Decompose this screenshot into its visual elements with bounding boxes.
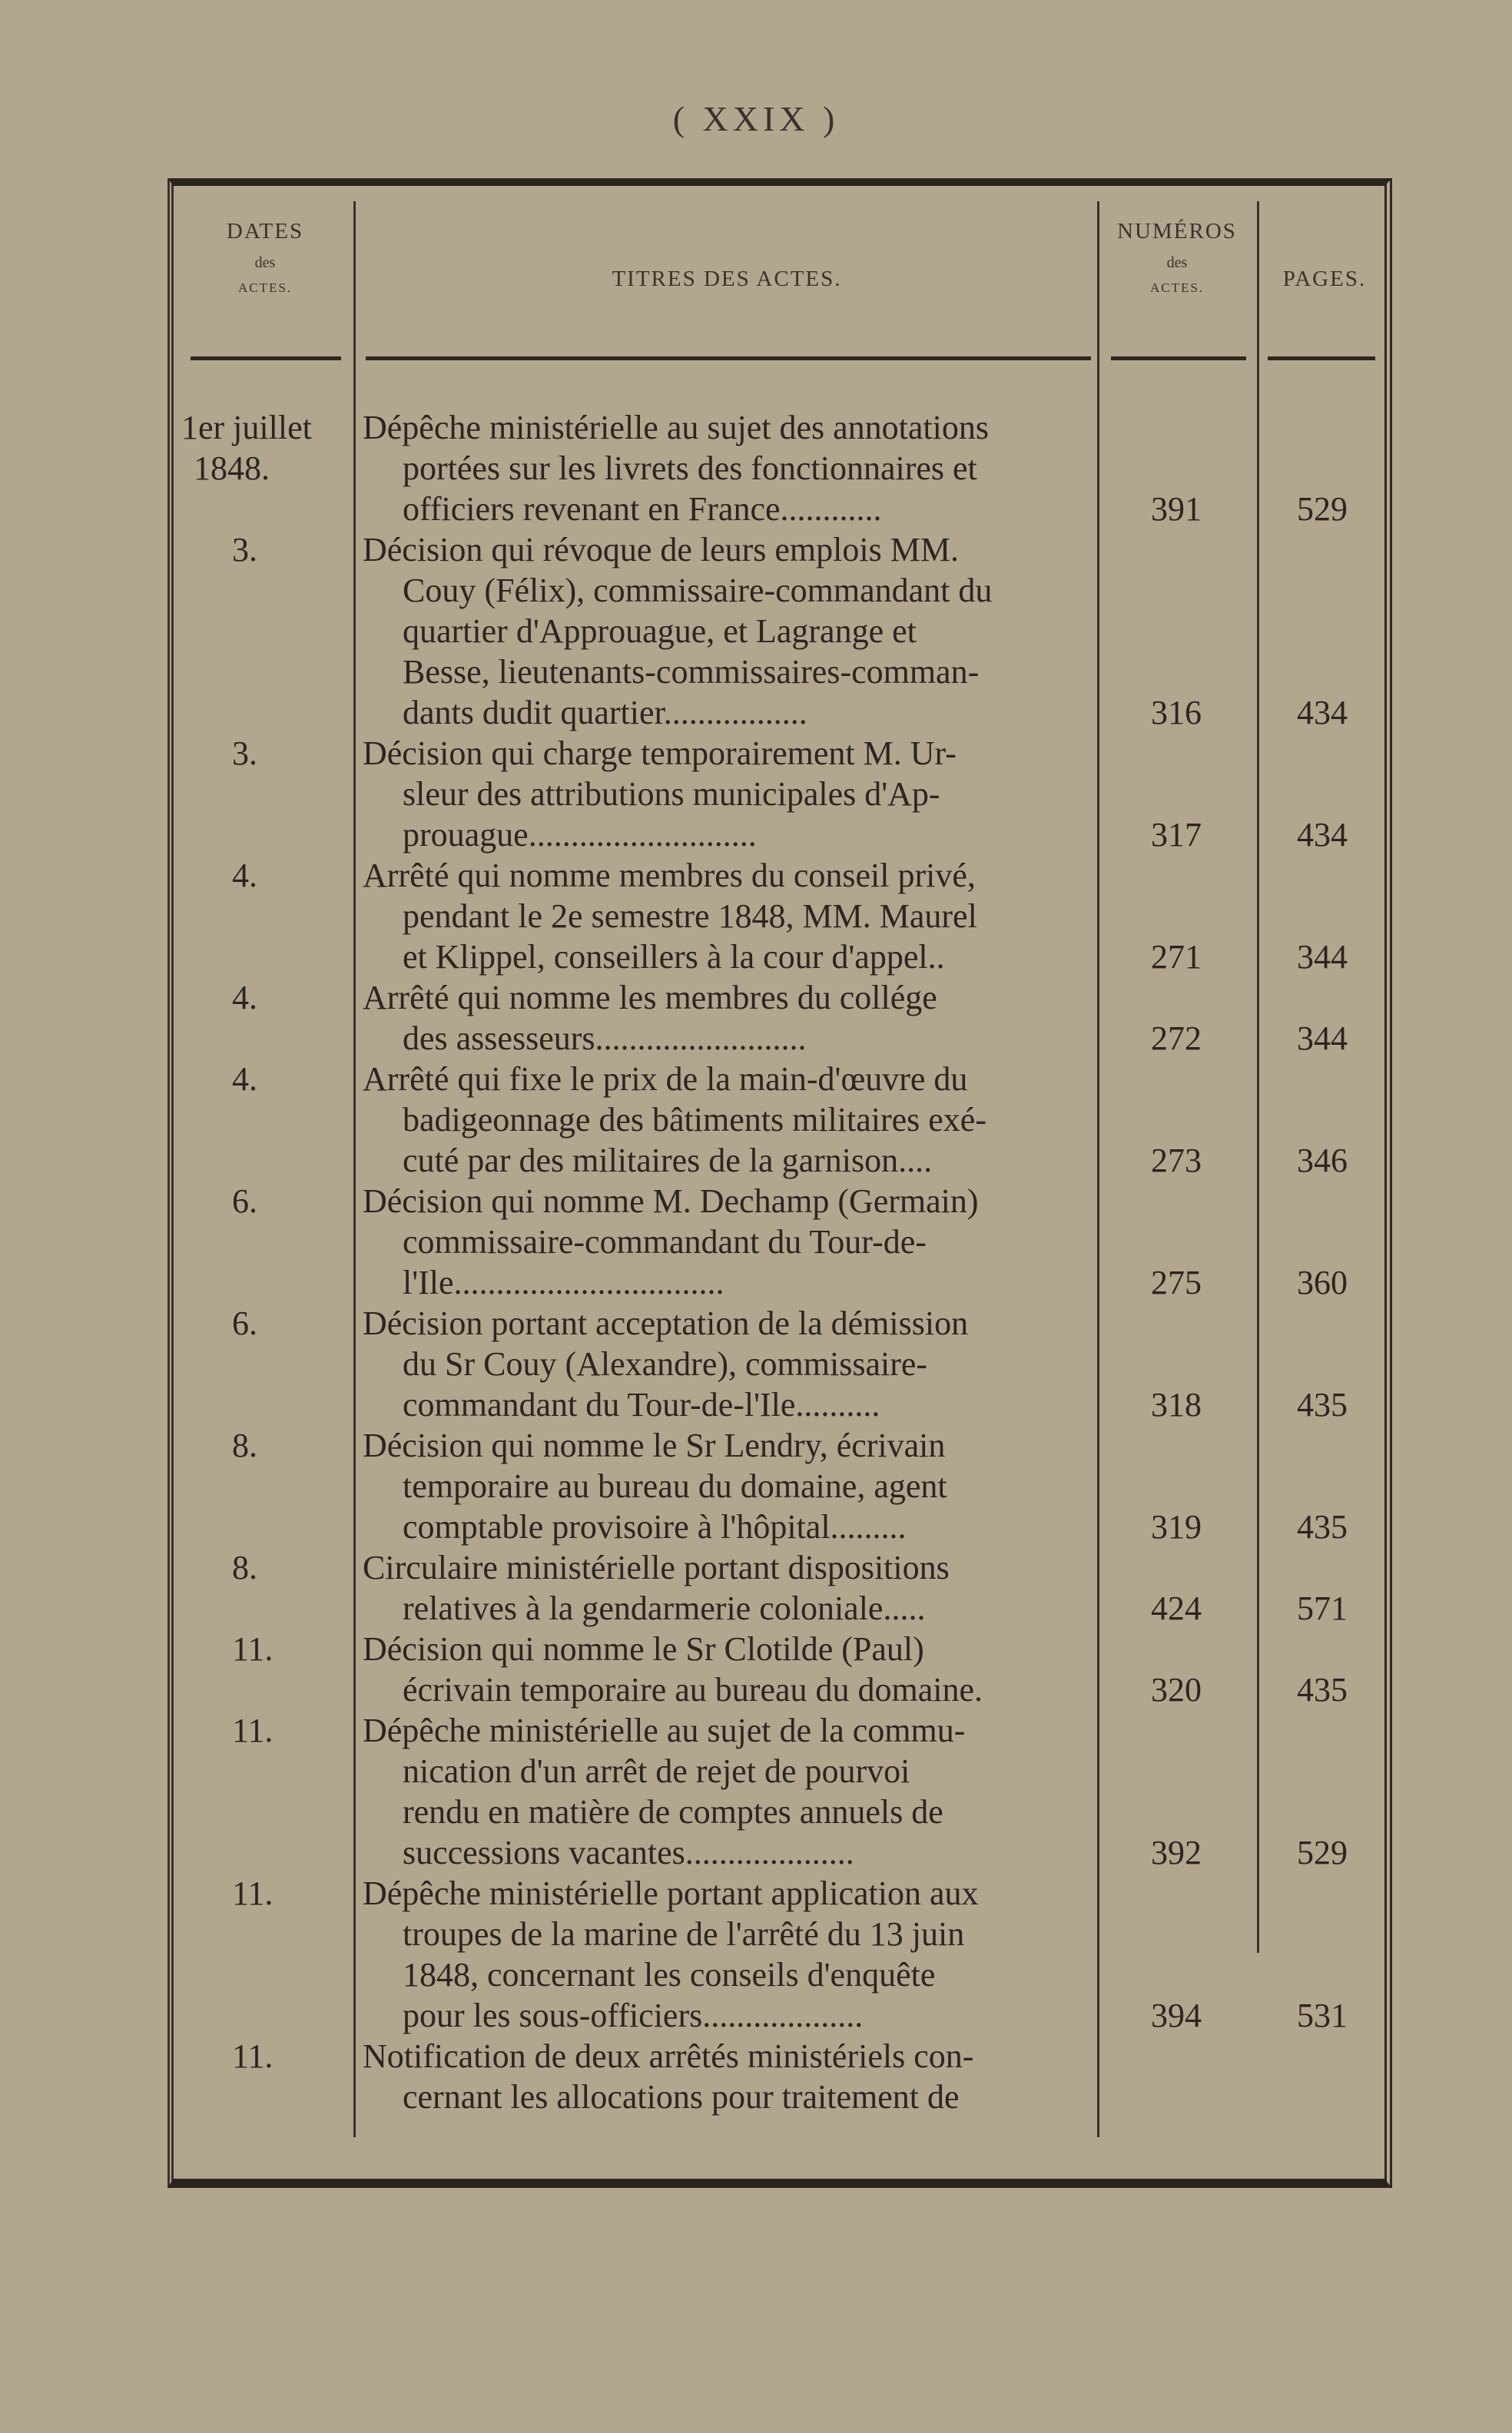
entry-date xyxy=(181,1629,350,1669)
entry-date xyxy=(181,1710,350,1751)
entry-date xyxy=(181,529,350,570)
entry-title-line: Dépêche ministérielle au sujet de la commu- xyxy=(363,1712,966,1749)
entry-date xyxy=(181,1303,350,1344)
entry-date xyxy=(181,855,350,896)
entry-date-line: 1er juillet xyxy=(181,409,312,446)
entry-title-line: relatives à la gendarmerie coloniale..... xyxy=(403,1589,926,1627)
entry-numero: 272 xyxy=(1151,1019,1202,1057)
header-dates xyxy=(178,217,352,297)
entry-date xyxy=(181,977,350,1018)
entry-title-line: Dépêche ministérielle au sujet des annotations xyxy=(363,409,989,446)
header-rule-pages xyxy=(1268,356,1375,360)
entry-page: 435 xyxy=(1297,1508,1348,1546)
entry-numero: 320 xyxy=(1151,1671,1202,1709)
entry-date-line: 3. xyxy=(232,734,257,772)
entry-title-line: Arrêté qui nomme les membres du collége xyxy=(363,979,937,1016)
entry-page: 531 xyxy=(1297,1997,1348,2034)
entry-title xyxy=(363,1873,1096,2036)
entry-date-line: 11. xyxy=(232,1874,274,1912)
header-numeros xyxy=(1100,217,1254,297)
entry-title xyxy=(363,1181,1096,1303)
entry-title xyxy=(363,1425,1096,1547)
entry-title-line: Circulaire ministérielle portant dispositions xyxy=(363,1549,950,1586)
column-divider-titles xyxy=(1097,201,1099,2137)
entry-title-line: nication d'un arrêt de rejet de pourvoi xyxy=(403,1752,910,1790)
entry-title xyxy=(363,1059,1096,1181)
entry-date-line: 4. xyxy=(232,979,257,1016)
header-titles: TITRES DES ACTES. xyxy=(612,267,842,291)
entry-date-line: 6. xyxy=(232,1304,257,1342)
entry-title-line: pendant le 2e semestre 1848, MM. Maurel xyxy=(403,897,977,935)
entry-title xyxy=(363,733,1096,855)
entry-title-line: 1848, concernant les conseils d'enquête xyxy=(403,1956,936,1994)
entry-page: 360 xyxy=(1297,1264,1348,1301)
entry-numero: 319 xyxy=(1151,1508,1202,1546)
entry-numero: 316 xyxy=(1151,694,1202,731)
entry-title xyxy=(363,1710,1096,1873)
entry-title-line: Notification de deux arrêtés ministériels con- xyxy=(363,2037,974,2075)
entry-page: 529 xyxy=(1297,1834,1348,1871)
entry-date-line: 3. xyxy=(232,531,257,568)
entry-numero: 273 xyxy=(1151,1142,1202,1179)
entry-title xyxy=(363,529,1096,733)
entry-title xyxy=(363,2036,1096,2117)
entry-title-line: l'Ile................................ xyxy=(403,1264,724,1301)
header-dates-actes: ACTES. xyxy=(237,280,293,296)
entry-date xyxy=(181,407,350,489)
page-number: ( XXIX ) xyxy=(672,99,840,138)
entry-title-line: badigeonnage des bâtiments militaires exé- xyxy=(403,1101,986,1139)
entry-page: 434 xyxy=(1297,816,1348,854)
entry-numero: 318 xyxy=(1151,1386,1202,1424)
header-numeros-actes: ACTES. xyxy=(1149,280,1205,296)
entry-title-line: des assesseurs......................... xyxy=(403,1019,807,1057)
entry-title-line: quartier d'Approuague, et Lagrange et xyxy=(403,612,917,650)
entry-title xyxy=(363,855,1096,977)
entry-page: 435 xyxy=(1297,1386,1348,1424)
entry-date-line: 11. xyxy=(232,1712,274,1749)
entry-title-line: Besse, lieutenants-commissaires-comman- xyxy=(403,653,980,691)
entry-date xyxy=(181,1425,350,1466)
entry-title-line: portées sur les livrets des fonctionnaires et xyxy=(403,449,977,487)
entry-title-line: Décision qui nomme le Sr Lendry, écrivain xyxy=(363,1427,946,1464)
entry-title-line: Décision qui révoque de leurs emplois MM. xyxy=(363,531,959,568)
entry-title-line: commandant du Tour-de-l'Ile.......... xyxy=(403,1386,880,1424)
entry-date-line: 11. xyxy=(232,1630,274,1668)
entry-title-line: cuté par des militaires de la garnison.... xyxy=(403,1142,933,1179)
entry-page: 346 xyxy=(1297,1142,1348,1179)
entry-date-line: 11. xyxy=(232,2037,274,2075)
column-divider-dates xyxy=(353,201,356,2137)
entry-page: 434 xyxy=(1297,694,1348,731)
entry-title-line: Arrêté qui fixe le prix de la main-d'œuvre du xyxy=(363,1060,968,1098)
header-rule-numeros xyxy=(1111,356,1246,360)
entry-title xyxy=(363,1629,1096,1710)
entry-title-line: cernant les allocations pour traitement de xyxy=(403,2078,960,2116)
entry-title-line: Arrêté qui nomme membres du conseil privé, xyxy=(363,857,976,894)
entry-title-line: dants dudit quartier................. xyxy=(403,694,807,731)
entry-date-line: 8. xyxy=(232,1549,257,1586)
entry-page: 571 xyxy=(1297,1589,1348,1627)
entry-date-line: 4. xyxy=(232,857,257,894)
entry-title-line: Décision portant acceptation de la démission xyxy=(363,1304,969,1342)
entry-page: 435 xyxy=(1297,1671,1348,1709)
entry-title xyxy=(363,1547,1096,1629)
entry-date-line: 6. xyxy=(232,1182,257,1220)
entry-date-line: 4. xyxy=(232,1060,257,1098)
entry-title-line: Décision qui nomme le Sr Clotilde (Paul) xyxy=(363,1630,924,1668)
entry-numero: 394 xyxy=(1151,1997,1202,2034)
entry-title-line: rendu en matière de comptes annuels de xyxy=(403,1793,943,1831)
entry-title-line: écrivain temporaire au bureau du domaine. xyxy=(403,1671,983,1709)
entry-date xyxy=(181,1547,350,1588)
entry-date xyxy=(181,733,350,774)
entry-title-line: prouague........................... xyxy=(403,816,757,854)
header-rule-titles xyxy=(366,356,1091,360)
header-dates-label: DATES xyxy=(226,219,304,244)
entry-title xyxy=(363,977,1096,1059)
entry-numero: 424 xyxy=(1151,1589,1202,1627)
entry-title-line: Dépêche ministérielle portant application aux xyxy=(363,1874,979,1912)
entry-title-line: commissaire-commandant du Tour-de- xyxy=(403,1223,927,1261)
header-numeros-des: des xyxy=(1166,254,1188,272)
entry-title-line: Couy (Félix), commissaire-commandant du xyxy=(403,572,993,609)
header-dates-des: des xyxy=(254,254,276,272)
entry-numero: 317 xyxy=(1151,816,1202,854)
entry-title-line: Décision qui charge temporairement M. Ur- xyxy=(363,734,957,772)
entry-title xyxy=(363,407,1096,529)
entry-title-line: du Sr Couy (Alexandre), commissaire- xyxy=(403,1345,928,1383)
entry-title-line: officiers revenant en France............ xyxy=(403,490,882,528)
entry-title-line: troupes de la marine de l'arrêté du 13 juin xyxy=(403,1915,965,1953)
entry-numero: 391 xyxy=(1151,490,1202,528)
entry-title-line: sleur des attributions municipales d'Ap- xyxy=(403,775,940,813)
entry-title-line: et Klippel, conseillers à la cour d'appel.. xyxy=(403,938,945,976)
header-numeros-label: NUMÉROS xyxy=(1117,219,1237,244)
header-rule-dates xyxy=(191,356,341,360)
entry-page: 344 xyxy=(1297,1019,1348,1057)
entry-date xyxy=(181,2036,350,2077)
entry-date xyxy=(181,1059,350,1099)
entry-date-line: 8. xyxy=(232,1427,257,1464)
header-pages: PAGES. xyxy=(1282,267,1367,291)
entry-date xyxy=(181,1181,350,1221)
entry-title-line: temporaire au bureau du domaine, agent xyxy=(403,1467,947,1505)
entry-numero: 392 xyxy=(1151,1834,1202,1871)
entry-title-line: comptable provisoire à l'hôpital......... xyxy=(403,1508,907,1546)
entry-page: 529 xyxy=(1297,490,1348,528)
entry-title-line: Décision qui nomme M. Dechamp (Germain) xyxy=(363,1182,979,1220)
entry-page: 344 xyxy=(1297,938,1348,976)
entry-title-line: successions vacantes.................... xyxy=(403,1834,854,1871)
entry-date-line: 1848. xyxy=(194,449,270,487)
entry-numero: 275 xyxy=(1151,1264,1202,1301)
entry-date xyxy=(181,1873,350,1914)
entry-title xyxy=(363,1303,1096,1425)
entry-numero: 271 xyxy=(1151,938,1202,976)
entry-title-line: pour les sous-officiers................... xyxy=(403,1997,864,2034)
